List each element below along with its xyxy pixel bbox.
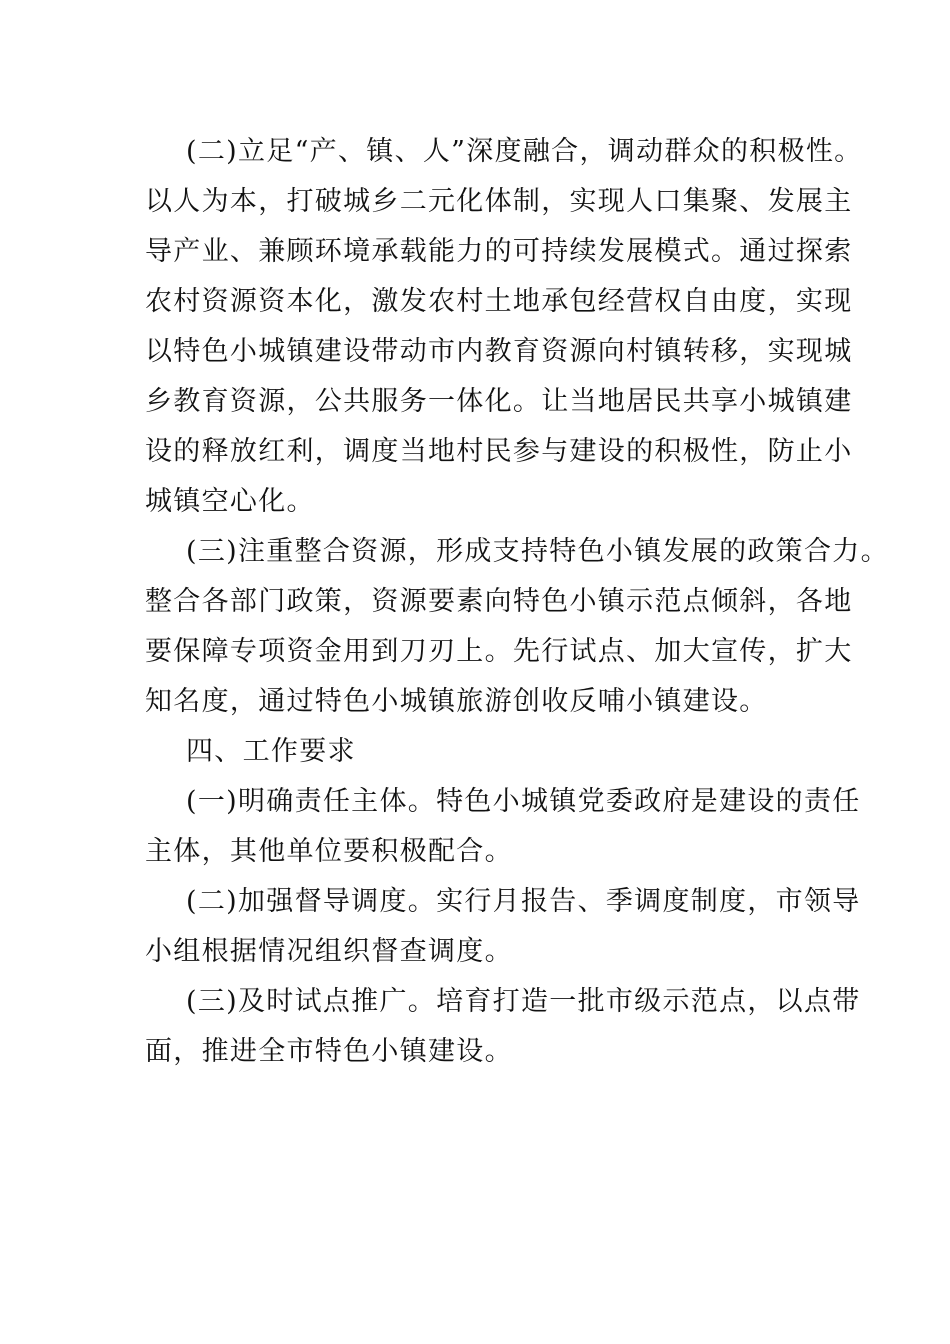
requirement-3-line: 面，推进全市特色小镇建设。 <box>145 1036 513 1067</box>
requirement-2-heading-line: (二)加强督导调度。实行月报告、季调度制度，市领导 <box>186 886 861 917</box>
requirement-2-line: 小组根据情况组织督查调度。 <box>145 936 513 967</box>
paragraph-3-line: 知名度，通过特色小城镇旅游创收反哺小镇建设。 <box>145 686 768 717</box>
requirement-1-line: 主体，其他单位要积极配合。 <box>145 836 513 867</box>
paragraph-2-line: 设的释放红利，调度当地村民参与建设的积极性，防止小 <box>145 436 853 467</box>
paragraph-3-line: 要保障专项资金用到刀刃上。先行试点、加大宣传，扩大 <box>145 636 853 667</box>
paragraph-3-heading-line: (三)注重整合资源，形成支持特色小镇发展的政策合力。 <box>186 536 889 567</box>
requirement-1-heading-line: (一)明确责任主体。特色小城镇党委政府是建设的责任 <box>186 786 861 817</box>
paragraph-2-line: 乡教育资源，公共服务一体化。让当地居民共享小城镇建 <box>145 386 853 417</box>
paragraph-2-line: 以人为本，打破城乡二元化体制，实现人口集聚、发展主 <box>145 186 853 217</box>
paragraph-2-heading-line: (二)立足“产、镇、人”深度融合，调动群众的积极性。 <box>186 136 863 167</box>
paragraph-3-line: 整合各部门政策，资源要素向特色小镇示范点倾斜，各地 <box>145 586 853 617</box>
section-4-heading: 四、工作要求 <box>186 736 356 767</box>
requirement-3-heading-line: (三)及时试点推广。培育打造一批市级示范点，以点带 <box>186 986 861 1017</box>
paragraph-2-line: 以特色小城镇建设带动市内教育资源向村镇转移，实现城 <box>145 336 853 367</box>
paragraph-2-line: 城镇空心化。 <box>145 486 315 517</box>
paragraph-2-line: 农村资源资本化，激发农村土地承包经营权自由度，实现 <box>145 286 853 317</box>
paragraph-2-line: 导产业、兼顾环境承载能力的可持续发展模式。通过探索 <box>145 236 853 267</box>
